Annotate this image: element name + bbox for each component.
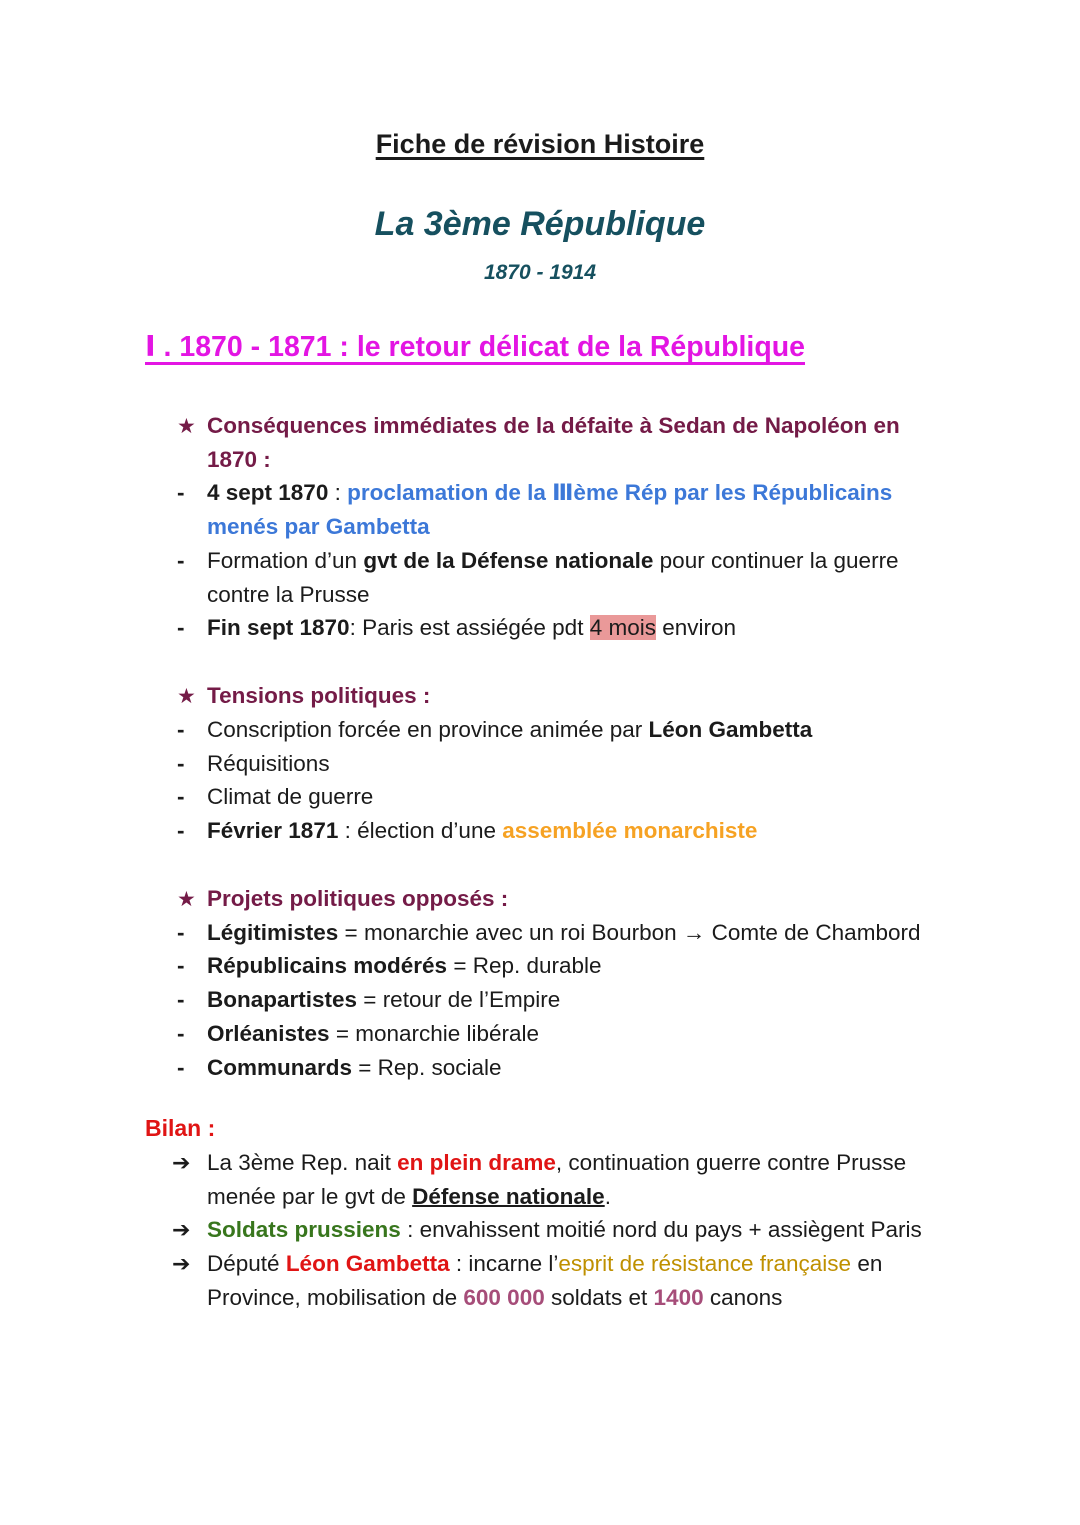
text-run: Orléanistes — [207, 1020, 330, 1046]
dash-bullet-icon: - — [177, 1054, 185, 1080]
bullet-text — [207, 983, 560, 1017]
text-run: . — [604, 1183, 611, 1209]
bullet-text — [207, 1051, 502, 1085]
bullet-text — [207, 814, 757, 848]
dash-bullet-icon: - — [177, 953, 185, 979]
text-run: = Rep. durable — [447, 953, 602, 979]
bullet-item — [177, 1017, 1080, 1051]
star-icon: ★ — [177, 685, 196, 708]
bullet-item — [177, 983, 1080, 1017]
dash-bullet-icon: - — [177, 615, 185, 641]
bullet-text — [207, 916, 920, 950]
section-heading: Ⅰ . 1870 - 1871 : le retour délicat de la République — [145, 331, 805, 363]
bullet-text — [207, 611, 736, 645]
bilan-item — [172, 1247, 1080, 1315]
bullet-item — [177, 544, 1080, 612]
text-run: = monarchie libérale — [329, 1020, 540, 1046]
text-run: Communards — [207, 1054, 353, 1080]
bullet-item — [177, 1051, 1080, 1085]
bilan-item — [172, 1213, 1080, 1247]
star-heading-text: Conséquences immédiates de la défaite à Sedan de Napoléon en 1870 : — [207, 412, 900, 472]
bullet-item — [177, 949, 1080, 983]
star-heading-text: Projets politiques opposés : — [207, 885, 509, 911]
text-run: : Paris est assiégée pdt — [349, 615, 590, 641]
text-run: Légitimistes — [207, 919, 339, 945]
text-run: : envahissent moitié nord du pays + assiègent Paris — [400, 1217, 922, 1243]
text-run: canons — [703, 1284, 783, 1310]
text-run: Formation d’un — [207, 547, 364, 573]
text-run: Léon Gambetta — [648, 716, 813, 742]
bullet-item — [177, 611, 1080, 645]
bullet-text — [207, 1017, 539, 1051]
dash-bullet-icon: - — [177, 480, 185, 506]
bullet-item — [177, 916, 1080, 950]
text-run: , continuation guerre contre Prusse menée par le gvt de — [207, 1149, 907, 1209]
text-run: Léon Gambetta — [285, 1251, 450, 1276]
bullet-text — [207, 476, 947, 544]
text-run: : élection d’une — [338, 818, 503, 843]
star-heading — [177, 409, 1080, 477]
text-run: soldats et — [544, 1284, 654, 1310]
bullet-text — [207, 949, 602, 983]
text-run: 1400 — [653, 1284, 704, 1310]
dash-bullet-icon: - — [177, 818, 185, 843]
star-block-0 — [177, 409, 1080, 645]
arrow-icon: ➔ — [172, 1217, 191, 1243]
star-heading — [177, 882, 1080, 916]
text-run: pour continuer la guerre contre la Prusse — [207, 547, 899, 607]
text-run: Soldats prussiens — [207, 1217, 401, 1243]
bilan-items — [172, 1146, 1080, 1315]
text-run: proclamation de la Ⅲème Rép par les Républicains menés par Gambetta — [207, 480, 893, 539]
dash-bullet-icon: - — [177, 750, 185, 776]
bullet-text — [207, 780, 373, 814]
star-icon: ★ — [177, 414, 196, 438]
text-run: esprit de résistance française — [558, 1251, 852, 1276]
bilan-item-text — [207, 1146, 947, 1214]
content-blocks — [177, 409, 1080, 1085]
text-run: = Rep. sociale — [352, 1054, 502, 1080]
text-run: Réquisitions — [207, 750, 330, 776]
text-run: en Province, mobilisation de — [207, 1251, 883, 1310]
dash-bullet-icon: - — [177, 716, 185, 742]
text-run: La 3ème Rep. nait — [207, 1149, 398, 1175]
bilan-item — [172, 1146, 1080, 1214]
text-run: Conscription forcée en province animée par — [207, 716, 649, 742]
bullet-item — [177, 814, 1080, 848]
page-subtitle: La 3ème République — [374, 204, 706, 243]
text-run: gvt de la Défense nationale — [363, 547, 654, 573]
document-header — [0, 124, 1080, 288]
dash-bullet-icon: - — [177, 1020, 185, 1046]
bullet-item — [177, 747, 1080, 781]
star-heading — [177, 679, 1080, 713]
text-run: Républicains modérés — [207, 953, 448, 979]
text-run: 600 000 — [463, 1284, 545, 1310]
text-run: Député — [207, 1251, 286, 1276]
star-heading-text: Tensions politiques : — [207, 683, 431, 708]
dash-bullet-icon: - — [177, 919, 185, 945]
bullet-text — [207, 544, 947, 612]
bilan-item-text — [207, 1213, 922, 1247]
dash-bullet-icon: - — [177, 547, 185, 573]
bullet-text — [207, 713, 812, 747]
text-run: en plein drame — [397, 1149, 556, 1175]
arrow-icon: ➔ — [172, 1251, 191, 1276]
text-run: : — [328, 480, 348, 506]
date-range: 1870 - 1914 — [483, 260, 597, 284]
page-title: Fiche de révision Histoire — [375, 129, 705, 159]
star-icon: ★ — [177, 887, 196, 911]
text-run: Défense nationale — [412, 1183, 605, 1209]
star-block-1 — [177, 679, 1080, 848]
text-run: Climat de guerre — [207, 784, 374, 810]
bilan-section — [145, 1111, 1080, 1314]
text-run: Bonapartistes — [207, 987, 358, 1012]
bullet-item — [177, 476, 1080, 544]
text-run: Février 1871 — [207, 818, 339, 843]
dash-bullet-icon: - — [177, 987, 185, 1012]
star-block-2 — [177, 882, 1080, 1085]
text-run: 4 mois — [589, 615, 656, 641]
bullet-text — [207, 747, 330, 781]
arrow-icon: ➔ — [172, 1149, 191, 1175]
text-run: 4 sept 1870 — [207, 480, 329, 506]
bilan-item-text — [207, 1247, 947, 1315]
bilan-heading: Bilan : — [145, 1115, 216, 1142]
dash-bullet-icon: - — [177, 784, 185, 810]
bullet-item — [177, 780, 1080, 814]
text-run: = retour de l’Empire — [357, 987, 561, 1012]
text-run: = monarchie avec un roi Bourbon → Comte de Chambord — [338, 919, 921, 945]
text-run: : incarne l’ — [449, 1251, 559, 1276]
text-run: assemblée monarchiste — [502, 818, 758, 843]
bullet-item — [177, 713, 1080, 747]
text-run: Fin sept 1870 — [207, 615, 350, 641]
text-run: environ — [655, 615, 737, 641]
